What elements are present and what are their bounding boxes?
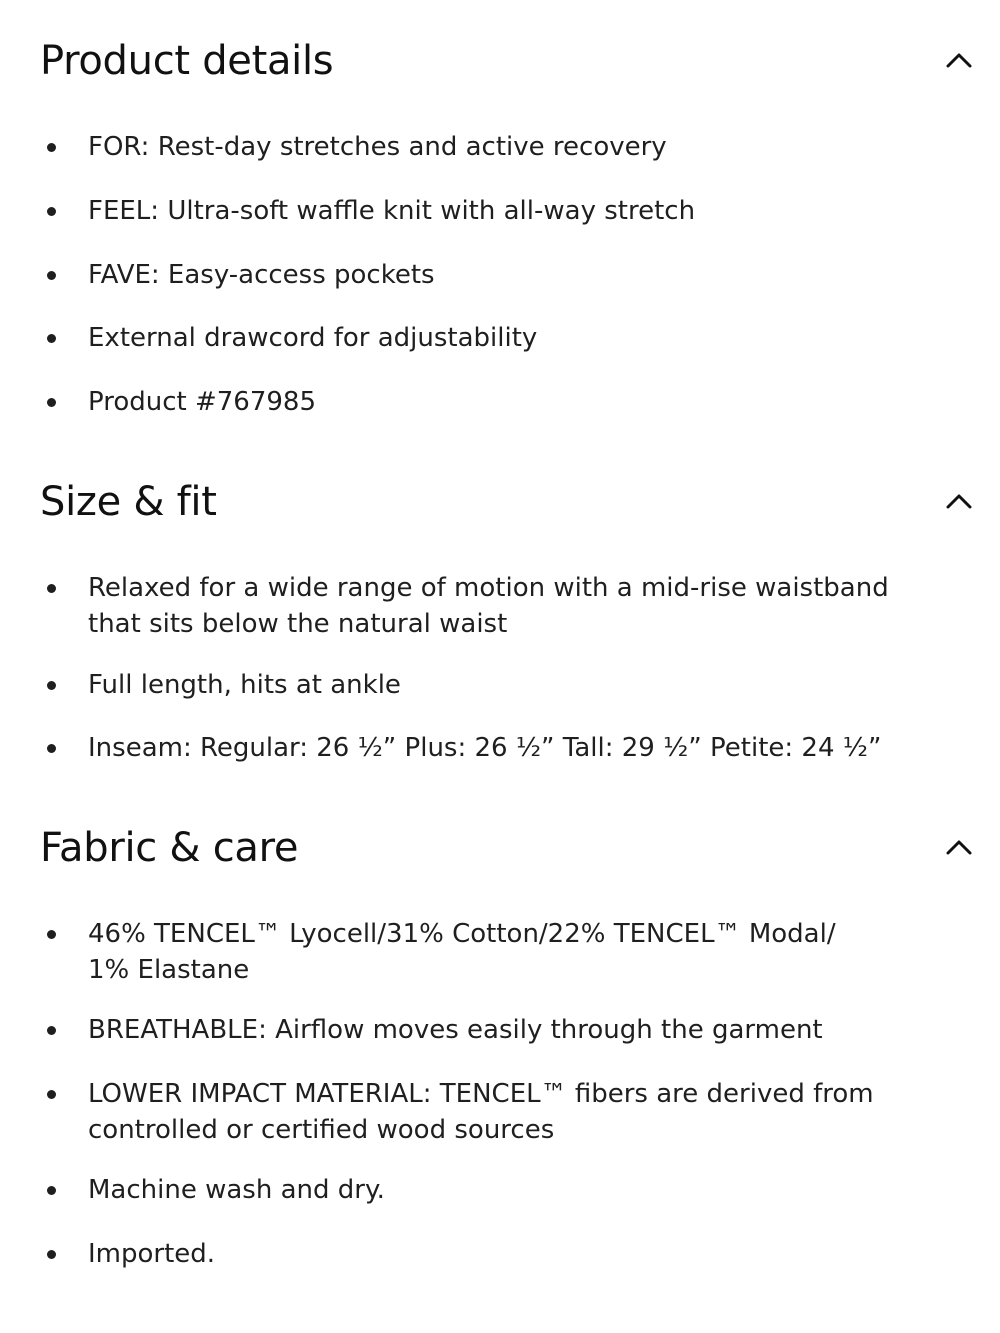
size-fit-section	[0, 472, 1000, 532]
section-title: Product details	[40, 38, 334, 84]
chevron-up-icon[interactable]	[944, 46, 974, 76]
bullet-icon	[47, 1090, 56, 1099]
bullet-icon	[47, 143, 56, 152]
bullet-icon	[47, 1250, 56, 1259]
bullet-icon	[47, 1026, 56, 1035]
size-fit-header[interactable]	[0, 472, 1000, 532]
chevron-up-icon[interactable]	[944, 833, 974, 863]
bullet-icon	[47, 271, 56, 280]
bullet-icon	[47, 744, 56, 753]
fabric-care-section	[0, 818, 1000, 878]
bullet-icon	[47, 930, 56, 939]
fabric-care-header[interactable]	[0, 818, 1000, 878]
bullet-icon	[47, 681, 56, 690]
product-details-header[interactable]	[0, 31, 1000, 91]
bullet-icon	[47, 1186, 56, 1195]
bullet-icon	[47, 398, 56, 407]
chevron-up-icon[interactable]	[944, 487, 974, 517]
product-details-section	[0, 31, 1000, 91]
bullet-icon	[47, 334, 56, 343]
bullet-icon	[47, 584, 56, 593]
section-title: Size & fit	[40, 479, 217, 525]
bullet-icon	[47, 207, 56, 216]
section-title: Fabric & care	[40, 825, 299, 871]
